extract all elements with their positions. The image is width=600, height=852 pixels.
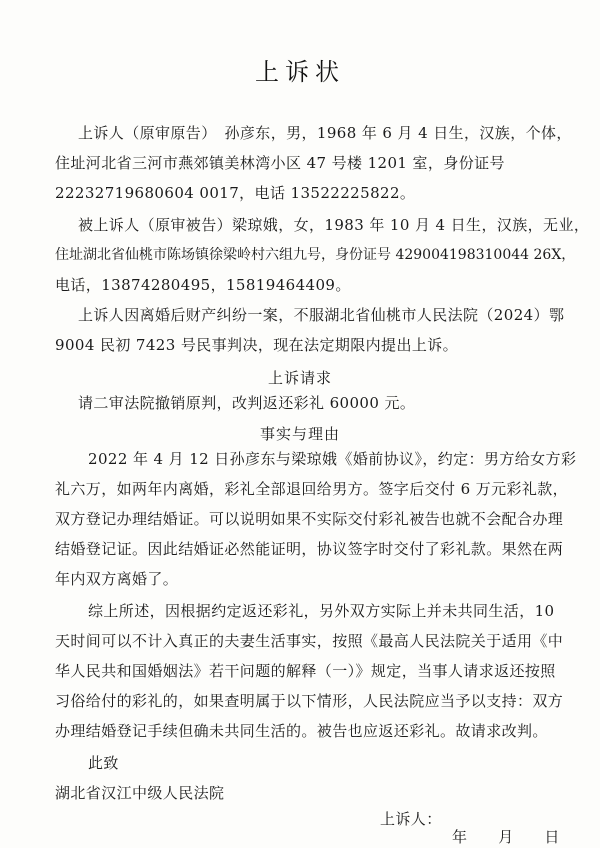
appellee-line-3: 电话，13874280495，15819464409。 [55,276,351,294]
appellee-line-2: 住址湖北省仙桃市陈场镇徐梁岭村六组九号，身份证号 429004198310044 26X， [55,247,576,263]
reason-p2-line-1: 综上所述，因根据约定返还彩礼，另外双方实际上并未共同生活，10 [88,602,555,620]
request-text: 请二审法院撤销原判，改判返还彩礼 60000 元。 [78,394,416,412]
court-name: 湖北省汉江中级人民法院 [55,784,225,802]
reason-p1-line-4: 结婚登记证。因此结婚证必然能证明，协议签字时交付了彩礼款。果然在两 [55,540,564,558]
date-line: 年 月 日 [452,828,560,846]
document-title: 上诉状 [255,58,345,86]
reason-p1-line-5: 年内双方离婚了。 [55,570,179,588]
appellee-line-1: 被上诉人（原审被告）梁琼娥，女，1983 年 10 月 4 日生，汉族，无业， [78,216,590,234]
reason-p2-line-2: 天时间可以不计入真正的夫妻生活事实，按照《最高人民法院关于适用《中 [55,632,564,650]
reason-heading: 事实与理由 [259,425,340,443]
intro-line-1: 上诉人因离婚后财产纠纷一案，不服湖北省仙桃市人民法院（2024）鄂 [78,306,565,324]
signature-label: 上诉人： [380,810,442,828]
appellant-line-3: 22232719680604 0017，电话 13522225822。 [55,184,416,202]
reason-p2-line-3: 华人民共和国婚姻法》若干问题的解释（一）》规定，当事人请求返还按照 [55,662,556,680]
reason-p1-line-1: 2022 年 4 月 12 日孙彦东与梁琼娥《婚前协议》，约定：男方给女方彩 [88,450,577,468]
reason-p1-line-3: 双方登记办理结婚证。可以说明如果不实际交付彩礼被告也就不会配合办理 [55,510,564,528]
reason-p1-line-2: 礼六万，如两年内离婚，彩礼全部退回给男方。签字后交付 6 万元彩礼款， [55,480,569,498]
reason-p2-line-5: 办理结婚登记手续但确未共同生活的。被告也应返还彩礼。故请求改判。 [55,722,548,740]
request-heading: 上诉请求 [267,369,332,387]
appellant-line-1: 上诉人（原审原告） 孙彦东，男，1968 年 6 月 4 日生，汉族，个体， [78,124,572,142]
reason-p2-line-4: 习俗给付的彩礼的，如果查明属于以下情形，人民法院应当予以支持：双方 [55,692,564,710]
appellant-line-2: 住址河北省三河市燕郊镇美林湾小区 47 号楼 1201 室，身份证号 [55,154,505,172]
closing-text: 此致 [88,754,119,772]
intro-line-2: 9004 民初 7423 号民事判决，现在法定期限内提出上诉。 [55,336,459,354]
